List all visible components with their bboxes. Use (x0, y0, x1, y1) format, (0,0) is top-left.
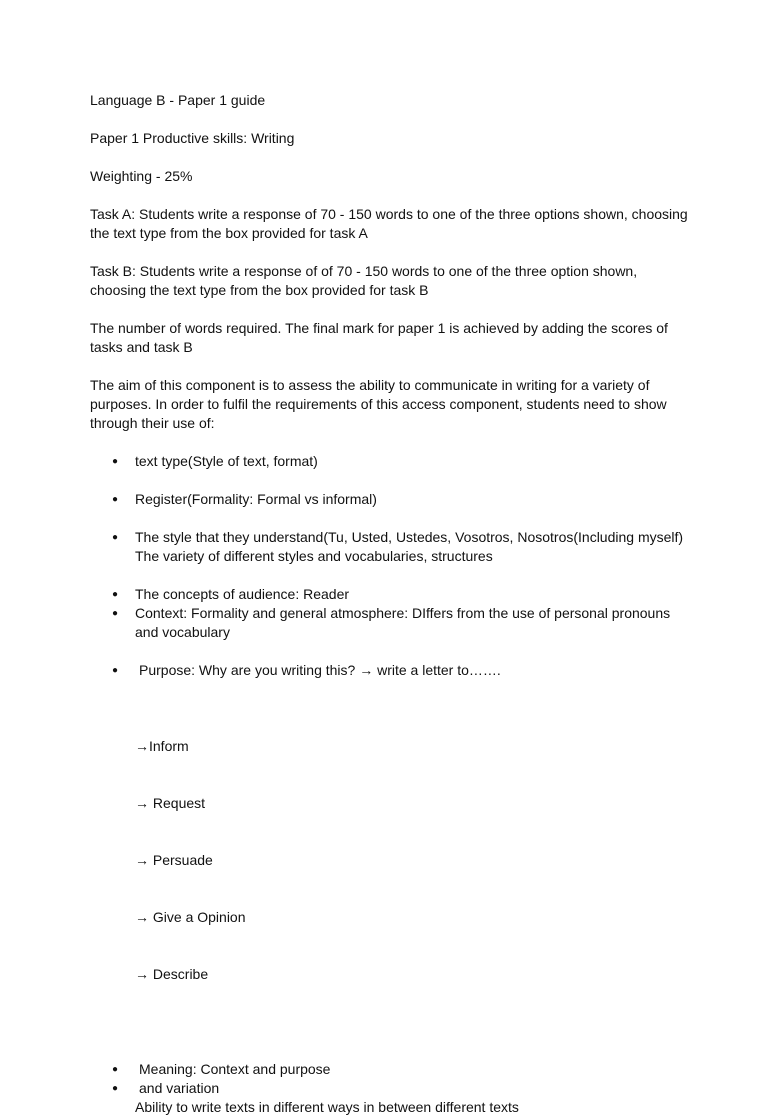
aim-paragraph: The aim of this component is to assess the ability to communicate in writing for a variety of purposes. In order to fulfil the requirements of this access component, students need to show through their use of: (90, 377, 671, 431)
bullet-list-text-type (90, 452, 690, 471)
bullet-icon: ● (112, 1083, 119, 1094)
list-item (90, 1079, 690, 1098)
purpose-sublist (135, 699, 690, 1022)
bullet-icon: ● (112, 589, 119, 600)
list-item-text: text type(Style of text, format) (135, 453, 318, 469)
bullet-list-style (90, 528, 690, 566)
sub-item: →Inform (135, 738, 189, 754)
list-item (90, 661, 690, 1060)
document-body (90, 91, 690, 1117)
sub-item: → Persuade (135, 852, 213, 868)
sub-item: → Request (135, 795, 206, 811)
list-item-text: The concepts of audience: Reader (135, 586, 350, 602)
list-item-text: Meaning: Context and purpose (139, 1061, 331, 1077)
list-item-text: The style that they understand(Tu, Usted, Ustedes, Vosotros, Nosotros(Including myself) (135, 529, 684, 545)
bullet-icon: ● (112, 532, 119, 543)
bullet-icon: ● (112, 1064, 119, 1075)
bullet-list-audience (90, 585, 690, 642)
weighting-text: Weighting - 25% (90, 168, 193, 184)
doc-subtitle: Paper 1 Productive skills: Writing (90, 130, 295, 146)
list-item-text: Register(Formality: Formal vs informal) (135, 491, 377, 507)
variation-note: Ability to write texts in different ways in between different texts (135, 1099, 519, 1115)
list-item-text: and variation (139, 1080, 220, 1096)
list-item (90, 1060, 690, 1079)
list-item-text: Purpose: Why are you writing this? → write a letter to……. (139, 662, 501, 678)
sub-item: → Give a Opinion (135, 909, 246, 925)
words-required-paragraph: The number of words required. The final mark for paper 1 is achieved by adding the scores of tasks and task B (90, 320, 672, 355)
list-item (90, 604, 690, 642)
bullet-icon: ● (112, 665, 119, 676)
list-item-text: The variety of different styles and vocabularies, structures (135, 548, 493, 564)
list-item (90, 585, 690, 604)
bullet-icon: ● (112, 608, 119, 619)
list-item (90, 490, 690, 509)
doc-title: Language B - Paper 1 guide (90, 92, 266, 108)
task-b-paragraph: Task B: Students write a response of of 70 - 150 words to one of the three option shown, choosing the text type from the box provided for task B (90, 263, 641, 298)
bullet-icon: ● (112, 494, 119, 505)
sub-item: → Describe (135, 966, 209, 982)
bullet-icon: ● (112, 456, 119, 467)
list-item (90, 528, 690, 566)
list-item (90, 452, 690, 471)
bullet-list-purpose (90, 661, 690, 1098)
bullet-list-register (90, 490, 690, 509)
list-item-text: Context: Formality and general atmosphere: DIffers from the use of personal pronouns and vocabulary (135, 605, 675, 640)
task-a-paragraph: Task A: Students write a response of 70 - 150 words to one of the three options shown, choosing the text type from the box provided for task A (90, 206, 692, 241)
